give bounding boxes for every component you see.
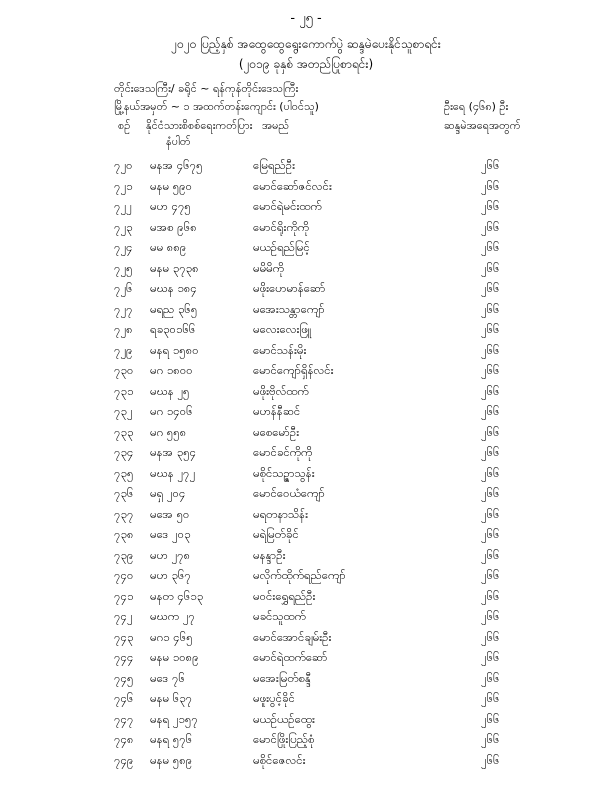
row-id-number: မဒေ ၇၆ — [150, 670, 185, 685]
row-number: ၇၂၅ — [114, 260, 133, 275]
township-label: မြို့နယ်အမှတ် ~ ၁ အထက်တန်းကျောင်း (ပါဝင်သူ) — [114, 100, 319, 113]
table-row — [0, 320, 612, 341]
row-name: မောင်အောင်ချမ်းဦး — [253, 629, 332, 644]
row-name: မမိမိကို — [253, 260, 284, 275]
row-id-number: ရခ၃၀၁၆၆ — [150, 322, 196, 336]
row-count: ၂၆၆ — [481, 445, 500, 459]
table-row — [0, 587, 612, 608]
row-name: မနန္ဒာဦး — [253, 547, 286, 562]
row-id-number: မဂ ၅၅၈ — [150, 424, 187, 439]
row-count: ၂၆၆ — [481, 219, 500, 234]
row-number: ၇၄၂ — [114, 609, 133, 623]
row-count: ၂၆၆ — [481, 486, 500, 500]
row-number: ၇၃၈ — [114, 527, 134, 541]
row-name: မဖူးပွင့်ခိုင် — [253, 691, 295, 705]
table-row — [0, 402, 612, 423]
row-count: ၂၆၆ — [481, 588, 500, 603]
row-id-number: မဂ၁ ၄၆၅ — [150, 629, 193, 644]
row-name: မယဉ်ရည်မြင့် — [253, 240, 310, 254]
table-row — [0, 566, 612, 587]
row-id-number: မနတ ၄၆၁၃ — [150, 588, 204, 603]
row-number: ၇၄၃ — [114, 629, 134, 644]
table-row — [0, 710, 612, 731]
row-name: မယဉ်ယဉ်ထွေး — [253, 711, 315, 726]
row-number: ၇၃၀ — [114, 363, 134, 377]
row-count: ၂၆၆ — [481, 670, 500, 685]
row-id-number: မဟ ၃၆၇ — [150, 568, 191, 582]
row-number: ၇၂၇ — [114, 301, 133, 316]
row-id-number: မနရ ၁၅၈၀ — [150, 342, 199, 357]
row-count: ၂၆၆ — [481, 260, 500, 275]
row-name: မောင်သန်းမိုး — [253, 342, 307, 357]
table-row — [0, 505, 612, 526]
table-row — [0, 177, 612, 198]
table-row — [0, 525, 612, 546]
row-number: ၇၃၆ — [114, 486, 134, 500]
row-count: ၂၆၆ — [481, 752, 500, 767]
row-id-number: မနအ ၃၅၄ — [150, 445, 197, 459]
row-count: ၂၆၆ — [481, 342, 500, 357]
row-number: ၇၄၀ — [114, 568, 134, 582]
row-count: ၂၆၆ — [481, 301, 500, 316]
row-id-number: မဃန ၂၅ — [150, 383, 190, 398]
column-header-count: ဆန္ဒမဲအရေအတွက် — [444, 119, 521, 132]
row-count: ၂၆၆ — [481, 465, 500, 480]
row-name: မောင်ဖြိုးပြည့်စုံ — [253, 732, 315, 746]
row-id-number: မအစ ၉၆၈ — [150, 219, 197, 234]
row-count: ၂၆၆ — [481, 424, 500, 439]
row-name: မြေရည်ဦး — [253, 158, 295, 172]
column-header-id-line2: နံပါတ် — [166, 135, 191, 148]
row-name: မောင်ရိုးကိုကို — [253, 219, 309, 234]
row-number: ၇၃၂ — [114, 404, 133, 418]
row-number: ၇၃၁ — [114, 383, 134, 398]
row-id-number: မဒေ ၂၀၃ — [150, 527, 191, 541]
row-id-number: မဃန ၁၈၄ — [150, 281, 197, 295]
column-header-name: အမည် — [262, 119, 290, 132]
row-count: ၂၆၆ — [481, 178, 500, 193]
page-number: - ၂၅ - — [290, 11, 322, 26]
table-row — [0, 423, 612, 444]
row-name: မောင်ရဲမင်းထက် — [253, 199, 322, 213]
row-count: ၂၆၆ — [481, 711, 500, 726]
row-number: ၇၂၁ — [114, 178, 133, 193]
table-row — [0, 443, 612, 464]
row-name: မောင်ကျော်ရှိန်လင်း — [253, 363, 334, 377]
table-row — [0, 341, 612, 362]
row-number: ၇၂၂ — [114, 199, 132, 213]
row-number: ၇၂၆ — [114, 281, 133, 295]
row-name: မောင်ခင်ကိုကို — [253, 445, 313, 459]
row-name: မောင်ဆော်ဇင်လင်း — [253, 178, 332, 193]
row-name: မရဲမြတ်ခိုင် — [253, 527, 299, 541]
table-row — [0, 751, 612, 772]
row-count: ၂၆၆ — [481, 404, 500, 418]
row-name: မဟန်နီဆင် — [253, 404, 301, 418]
row-id-number: မရည ၃၆၅ — [150, 301, 198, 316]
row-id-number: မမ ၈၈၉ — [150, 240, 187, 254]
row-id-number: မနအ ၄၆၇၅ — [150, 158, 203, 172]
row-count: ၂၆၆ — [481, 609, 500, 623]
row-id-number: မရှ ၂၀၄ — [150, 486, 186, 500]
table-row — [0, 648, 612, 669]
row-count: ၂၆၆ — [481, 158, 500, 172]
row-id-number: မနမ ၅၈၉ — [150, 752, 193, 767]
table-row — [0, 300, 612, 321]
row-number: ၇၂၄ — [114, 240, 133, 254]
row-count: ၂၆၆ — [481, 363, 500, 377]
row-number: ၇၃၇ — [114, 506, 134, 521]
row-id-number: မဟ ၂၇၈ — [150, 547, 191, 562]
row-name: မောင်ဝေယံကျော် — [253, 486, 325, 500]
row-count: ၂၆၆ — [481, 527, 500, 541]
row-count: ၂၆၆ — [481, 240, 500, 254]
row-id-number: မနမ ၅၉၀ — [150, 178, 193, 193]
row-name: မဝင်းရွှေရည်ဦး — [253, 588, 316, 603]
row-count: ၂၆၆ — [481, 322, 500, 336]
voter-count-label: ဦးရေ (၄၆၈) ဦး — [444, 100, 509, 113]
row-id-number: မဂ ၁၈၀၀ — [150, 363, 193, 377]
row-number: ၇၃၃ — [114, 424, 134, 439]
row-id-number: မဂ ၁၄၀၆ — [150, 404, 193, 418]
row-id-number: မနမ ၆၃၇ — [150, 691, 193, 705]
location-label: တိုင်းဒေသကြီး/ ခရိုင် ~ ရန်ကုန်တိုင်းဒေသကြီး — [114, 82, 299, 95]
row-name: မစိုင်သဉ္ဇာသွန်း — [253, 465, 315, 480]
row-count: ၂၆၆ — [481, 506, 500, 521]
row-name: မောင်ရဲထက်ဆော် — [253, 650, 328, 664]
row-count: ၂၆၆ — [481, 650, 500, 664]
table-row — [0, 156, 612, 177]
document-title: ၂၀၂၀ ပြည့်နှစ် အထွေထွေရွေးကောက်ပွဲ ဆန္ဒမဲပေးနိုင်သူစာရင်း — [171, 37, 441, 51]
row-number: ၇၃၅ — [114, 465, 134, 480]
table-row — [0, 669, 612, 690]
row-number: ၇၂၃ — [114, 219, 133, 234]
row-number: ၇၄၅ — [114, 670, 134, 685]
row-number: ၇၂၈ — [114, 322, 133, 336]
table-row — [0, 279, 612, 300]
row-count: ၂၆၆ — [481, 732, 500, 746]
row-count: ၂၆၆ — [481, 568, 500, 582]
row-number: ၇၂၉ — [114, 342, 133, 357]
row-number: ၇၄၆ — [114, 691, 134, 705]
row-name: မဖိုးဗိုလ်ထက် — [253, 383, 309, 398]
row-count: ၂၆၆ — [481, 199, 500, 213]
column-header-id: နိုင်ငံသားစိစစ်ရေးကတ်ပြား — [146, 119, 253, 132]
row-name: မအေးသန္တာကျော် — [253, 301, 325, 316]
table-row — [0, 218, 612, 239]
row-number: ၇၄၈ — [114, 732, 134, 746]
row-number: ၇၃၉ — [114, 547, 134, 562]
row-id-number: မနမ ၃၇၃၈ — [150, 260, 199, 275]
row-id-number: မဃန ၂၇၂ — [150, 465, 196, 480]
row-name: မခင်သူထက် — [253, 609, 306, 623]
row-count: ၂၆၆ — [481, 691, 500, 705]
row-name: မစိုင်ဇေလင်း — [253, 752, 306, 767]
row-number: ၇၄၉ — [114, 752, 134, 767]
row-number: ၇၄၄ — [114, 650, 134, 664]
row-number: ၇၄၇ — [114, 711, 134, 726]
table-row — [0, 689, 612, 710]
table-row — [0, 382, 612, 403]
row-count: ၂၆၆ — [481, 383, 500, 398]
table-row — [0, 238, 612, 259]
voter-list — [0, 156, 612, 771]
row-count: ၂၆၆ — [481, 629, 500, 644]
row-id-number: မဃက ၂၇ — [150, 609, 195, 623]
table-row — [0, 628, 612, 649]
row-name: မစေမော်ဦး — [253, 424, 300, 439]
row-number: ၇၃၄ — [114, 445, 134, 459]
row-name: မဖိုးဟေမာန်ဆော် — [253, 281, 326, 295]
document-subtitle: (၂၀၁၉ ခုနှစ် အတည်ပြုစာရင်း) — [238, 57, 374, 71]
row-count: ၂၆၆ — [481, 281, 500, 295]
row-name: မရတနာသိန်း — [253, 506, 309, 521]
table-row — [0, 464, 612, 485]
row-id-number: မဟ ၄၇၅ — [150, 199, 191, 213]
row-id-number: မနရ ၅၇၆ — [150, 732, 193, 746]
row-name: မလိုက်ထိုက်ရည်ကျော် — [253, 568, 346, 582]
table-row — [0, 546, 612, 567]
row-id-number: မနမ ၁၀၈၉ — [150, 650, 199, 664]
table-row — [0, 730, 612, 751]
column-header-no: စဉ် — [118, 119, 131, 132]
row-count: ၂၆၆ — [481, 547, 500, 562]
table-row — [0, 361, 612, 382]
table-row — [0, 197, 612, 218]
table-row — [0, 484, 612, 505]
table-row — [0, 259, 612, 280]
row-name: မအေးမြတ်စန္ဒီ — [253, 670, 311, 685]
row-number: ၇၂၀ — [114, 158, 133, 172]
row-id-number: မနရ ၂၁၅၇ — [150, 711, 198, 726]
row-name: မလေးလေးဖြူ — [253, 322, 312, 336]
table-row — [0, 607, 612, 628]
row-number: ၇၄၁ — [114, 588, 134, 603]
row-id-number: မအေ ၅၀ — [150, 506, 190, 521]
